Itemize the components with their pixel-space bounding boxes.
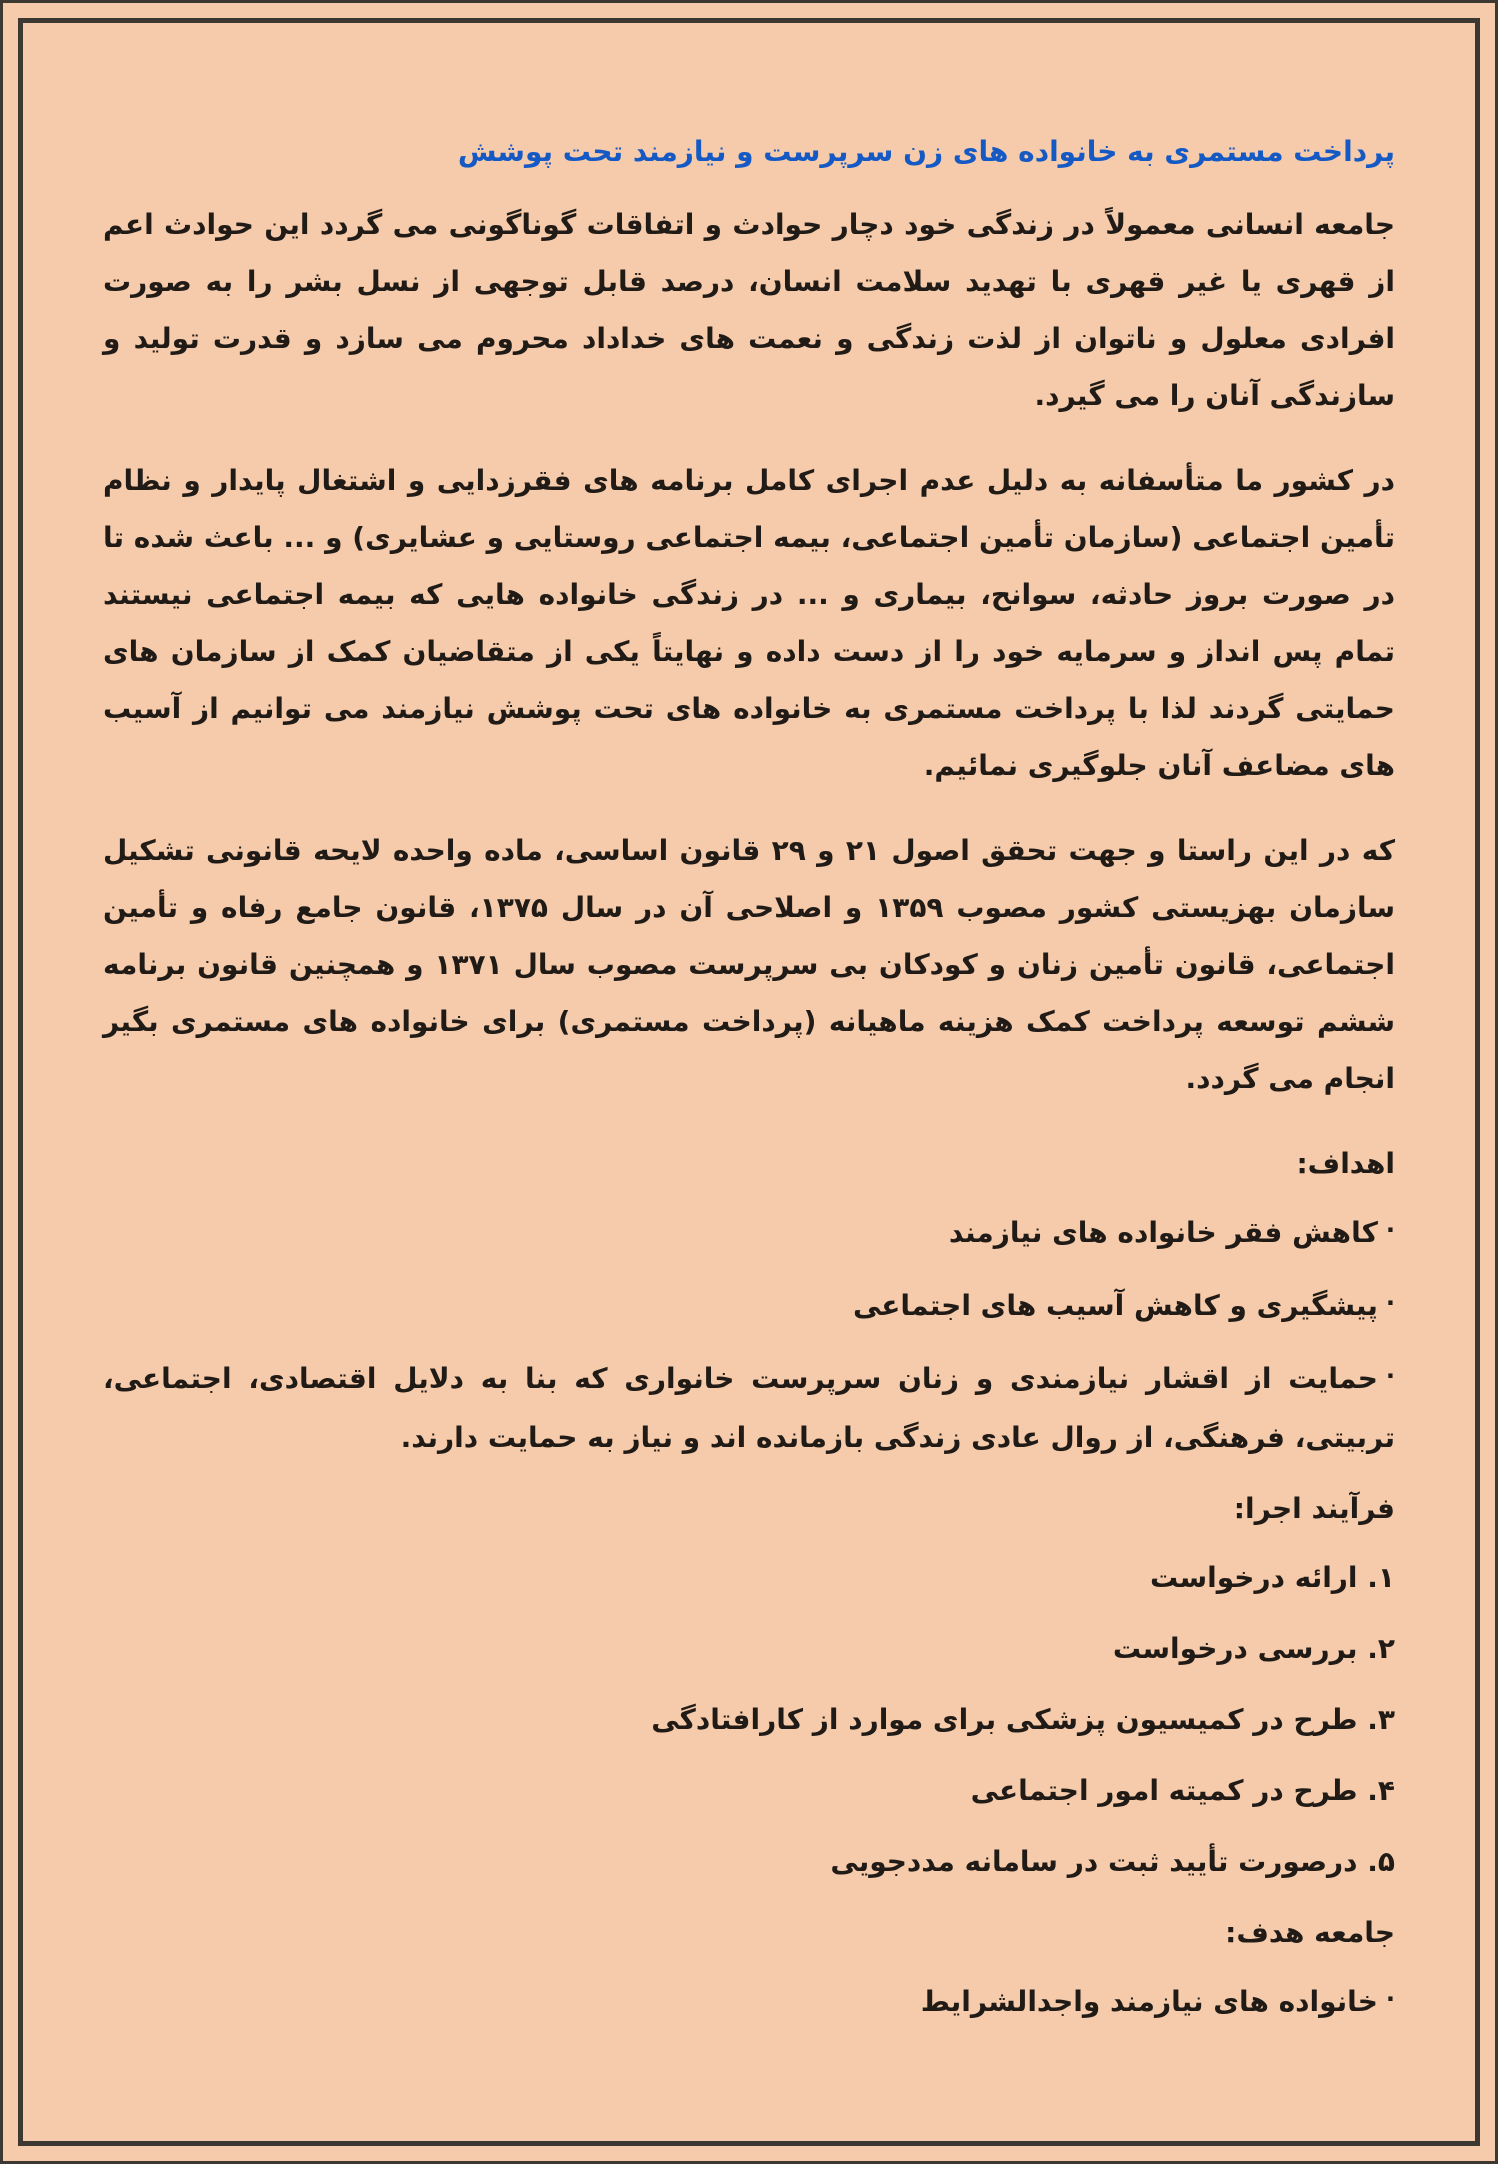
goal-item-1: [103, 1204, 1395, 1263]
goal-item-2-text: پیشگیری و کاهش آسیب های اجتماعی: [852, 1289, 1378, 1322]
paragraph-country-context: در کشور ما متأسفانه به دلیل عدم اجرای کامل برنامه های فقرزدایی و اشتغال پایدار و نظام تأمین اجتماعی (سازمان تأمین اجتماعی، بیمه اجتماعی روستایی و عشایری) و ... باعث شده تا در صورت بروز حادثه، سوانح، بیماری و ... در زندگی خانواده هایی که بیمه اجتماعی نیستند تمام پس انداز و سرمایه خود را از دست داده و نهایتاً یکی از متقاضیان کمک از سازمان های حمایتی گردند لذا با پرداخت مستمری به خانواده های تحت پوشش نیازمند می توانیم از آسیب های مضاعف آنان جلوگیری نمائیم.: [103, 464, 1395, 782]
process-heading: فرآیند اجرا:: [1233, 1492, 1395, 1525]
process-step-4: ۴. طرح در کمیته امور اجتماعی: [970, 1774, 1395, 1807]
target-item-1-text: خانواده های نیازمند واجدالشرایط: [920, 1985, 1378, 2018]
goal-item-3-text: حمایت از اقشار نیازمندی و زنان سرپرست خانواری که بنا به دلایل اقتصادی، اجتماعی، تربیتی، فرهنگی، از روال عادی زندگی بازمانده اند و نیاز به حمایت دارند.: [103, 1362, 1395, 1454]
bullet-dot-icon: ·: [1385, 1289, 1395, 1317]
process-step-3: ۳. طرح در کمیسیون پزشکی برای موارد از کارافتادگی: [651, 1703, 1395, 1736]
process-step-2: ۲. بررسی درخواست: [1112, 1632, 1395, 1665]
goal-item-1-text: کاهش فقر خانواده های نیازمند: [948, 1216, 1378, 1249]
process-step-1: ۱. ارائه درخواست: [1149, 1561, 1395, 1594]
paragraph-society-intro: جامعه انسانی معمولاً در زندگی خود دچار حوادث و اتفاقات گوناگونی می گردد این حوادث اعم از قهری یا غیر قهری با تهدید سلامت انسان، درصد قابل توجهی از نسل بشر را به صورت افرادی معلول و ناتوان از لذت زندگی و نعمت های خداداد محروم می سازد و قدرت تولید و سازندگی آنان را می گیرد.: [103, 208, 1395, 412]
bullet-dot-icon: ·: [1385, 1216, 1395, 1244]
bullet-dot-icon: ·: [1385, 1985, 1395, 2013]
target-item-1: [103, 1973, 1395, 2032]
goal-item-2: [103, 1277, 1395, 1336]
process-step-5: ۵. درصورت تأیید ثبت در سامانه مددجویی: [830, 1845, 1395, 1878]
target-community-heading: جامعه هدف:: [1225, 1916, 1395, 1949]
document-title: پرداخت مستمری به خانواده های زن سرپرست و نیازمند تحت پوشش: [457, 135, 1395, 168]
goal-item-3: [103, 1350, 1395, 1466]
paragraph-legal-basis: که در این راستا و جهت تحقق اصول ۲۱ و ۲۹ قانون اساسی، ماده واحده لایحه قانونی تشکیل سازمان بهزیستی کشور مصوب ۱۳۵۹ و اصلاحی آن در سال ۱۳۷۵، قانون جامع رفاه و تأمین اجتماعی، قانون تأمین زنان و کودکان بی سرپرست مصوب سال ۱۳۷۱ و همچنین قانون برنامه ششم توسعه پرداخت کمک هزینه ماهیانه (پرداخت مستمری) برای خانواده های مستمری بگیر انجام می گردد.: [103, 834, 1395, 1095]
bullet-dot-icon: ·: [1385, 1362, 1395, 1390]
goals-heading: اهداف:: [1296, 1147, 1395, 1180]
document-content: [23, 23, 1475, 2141]
